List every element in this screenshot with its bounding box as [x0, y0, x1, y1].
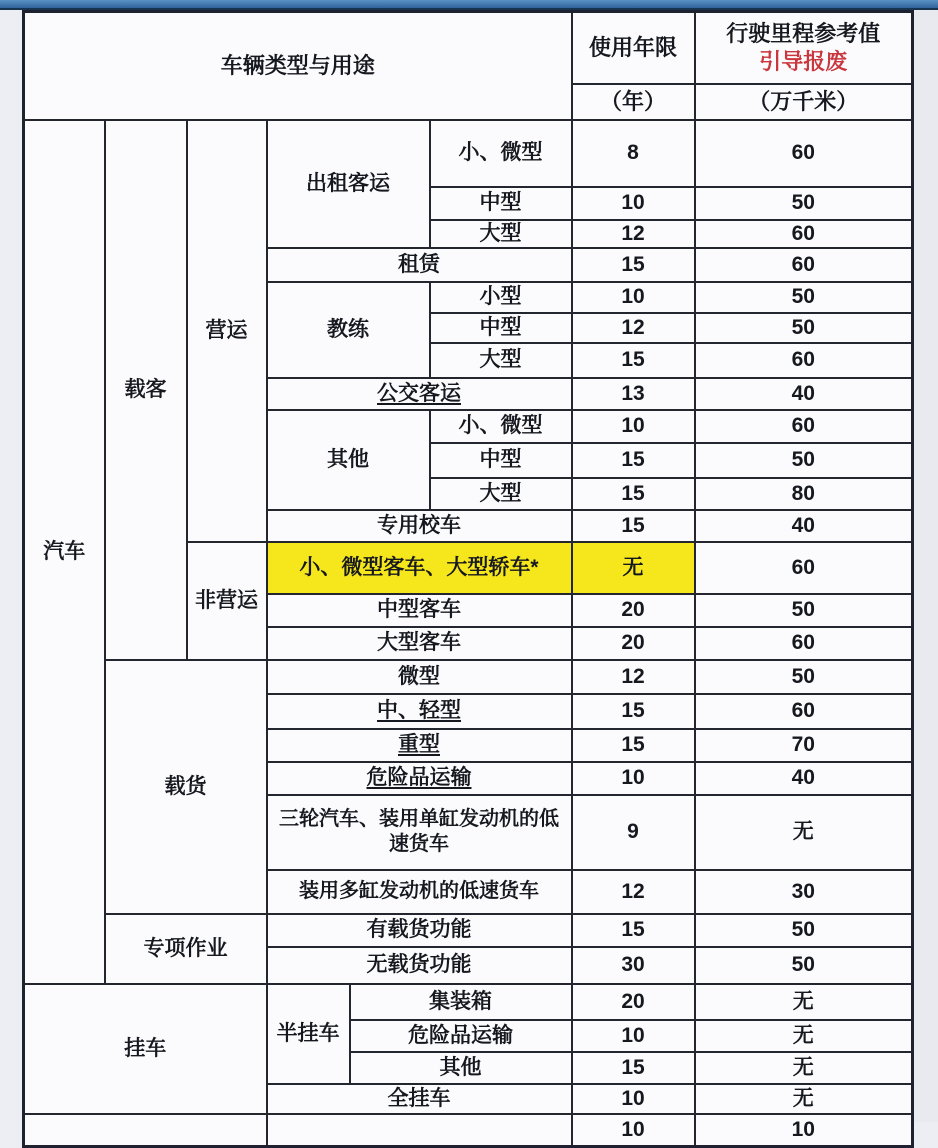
cell-mileage: 50: [695, 443, 913, 478]
cell-mileage: 40: [695, 378, 913, 410]
cell-year: 10: [572, 1084, 695, 1114]
highlighted-label: 小、微型客车、大型轿车*: [267, 542, 572, 594]
cell-year: 15: [572, 1052, 695, 1084]
cell-mileage: 50: [695, 594, 913, 627]
cell-label: 小、微型: [430, 410, 572, 443]
group-car: 汽车: [24, 120, 105, 984]
cell-mileage: 无: [695, 984, 913, 1020]
header-mileage-unit: （万千米）: [695, 84, 913, 120]
cell-year: 13: [572, 378, 695, 410]
top-banner: [0, 0, 938, 10]
group-cargo: 载货: [105, 660, 267, 914]
cell-mileage: 60: [695, 343, 913, 378]
partial-row-year-cell: [572, 1114, 695, 1147]
cell-mileage: 50: [695, 187, 913, 220]
cell-year: 10: [572, 282, 695, 313]
cell-mileage: 60: [695, 120, 913, 187]
cell-year: 12: [572, 870, 695, 914]
partial-row-group-cell: [24, 1114, 267, 1147]
heavy-label: 重型: [398, 733, 440, 757]
scrap-standard-table: [22, 10, 914, 1148]
cell-mileage: 60: [695, 248, 913, 282]
cell-year: 15: [572, 510, 695, 542]
cell-label: 无载货功能: [267, 947, 572, 984]
cell-label: 其他: [350, 1052, 572, 1084]
cell-year: 15: [572, 443, 695, 478]
cell-year: 15: [572, 478, 695, 510]
partial-row-label: [25, 1115, 266, 1145]
group-semi-trailer: 半挂车: [267, 984, 350, 1084]
cell-label: [267, 762, 572, 795]
cell-label: 中型: [430, 313, 572, 343]
cell-label: 全挂车: [267, 1084, 572, 1114]
group-coach: 教练: [267, 282, 430, 378]
cell-year: 10: [572, 762, 695, 795]
cell-year: 9: [572, 795, 695, 870]
cell-label: 大型: [430, 343, 572, 378]
cell-mileage: 无: [695, 1084, 913, 1114]
cell-year: 8: [572, 120, 695, 187]
cell-year: 15: [572, 914, 695, 947]
group-passenger: 载客: [105, 120, 187, 660]
cell-year: 20: [572, 984, 695, 1020]
group-trailer: 挂车: [24, 984, 267, 1114]
group-other: 其他: [267, 410, 430, 510]
cell-mileage: 50: [695, 914, 913, 947]
hazmat-cargo-label: 危险品运输: [366, 766, 472, 790]
header-vehicle-type: 车辆类型与用途: [24, 12, 572, 120]
cell-mileage: 无: [695, 795, 913, 870]
header-mileage: [695, 12, 913, 84]
cell-mileage: 40: [695, 510, 913, 542]
cell-year: 20: [572, 594, 695, 627]
cell-label: 中型客车: [267, 594, 572, 627]
bus-transit-label: 公交客运: [377, 381, 461, 405]
cell-mileage: 30: [695, 870, 913, 914]
cell-year: 20: [572, 627, 695, 660]
cell-label: [267, 378, 572, 410]
cell-label: 租赁: [267, 248, 572, 282]
cell-mileage: 60: [695, 542, 913, 594]
page-right-margin: [913, 10, 938, 1122]
cell-label: [267, 694, 572, 729]
cell-mileage: 40: [695, 762, 913, 795]
cell-label: [267, 729, 572, 762]
cell-label: 专用校车: [267, 510, 572, 542]
cell-label: 装用多缸发动机的低速货车: [267, 870, 572, 914]
group-special-ops: 专项作业: [105, 914, 267, 984]
cell-mileage: 60: [695, 694, 913, 729]
cell-label: 小、微型: [430, 120, 572, 187]
vehicle-scrap-table: [22, 10, 914, 1148]
cell-year: 15: [572, 343, 695, 378]
header-mileage-line2: 引导报废: [759, 48, 848, 74]
cell-year: 10: [572, 1020, 695, 1052]
cell-mileage: 70: [695, 729, 913, 762]
mid-light-label: 中、轻型: [377, 699, 461, 723]
cell-year: 12: [572, 313, 695, 343]
cell-label: 危险品运输: [350, 1020, 572, 1052]
highlighted-year: 无: [572, 542, 695, 594]
cell-label: 三轮汽车、装用单缸发动机的低速货车: [267, 795, 572, 870]
cell-mileage: 60: [695, 627, 913, 660]
cell-label: 中型: [430, 187, 572, 220]
cell-mileage: 50: [695, 660, 913, 694]
group-noncommercial: 非营运: [187, 542, 267, 660]
cell-mileage: 无: [695, 1052, 913, 1084]
partial-row-mileage: 10: [791, 1117, 815, 1141]
cell-label: 小型: [430, 282, 572, 313]
cell-year: 10: [572, 410, 695, 443]
cell-year: 15: [572, 729, 695, 762]
cell-mileage: 50: [695, 947, 913, 984]
cell-year: 15: [572, 248, 695, 282]
cell-year: 12: [572, 660, 695, 694]
cell-mileage: 60: [695, 220, 913, 248]
group-taxi: 出租客运: [267, 120, 430, 248]
partial-row-year: 10: [621, 1117, 645, 1141]
cell-label: 大型: [430, 478, 572, 510]
cell-mileage: 50: [695, 313, 913, 343]
group-commercial: 营运: [187, 120, 267, 542]
cell-mileage: 60: [695, 410, 913, 443]
partial-row-label2: [268, 1115, 571, 1145]
cell-label: 有载货功能: [267, 914, 572, 947]
partial-row-mileage-cell: [695, 1114, 913, 1147]
cell-mileage: 无: [695, 1020, 913, 1052]
cell-label: 中型: [430, 443, 572, 478]
cell-year: 30: [572, 947, 695, 984]
cell-label: 集装箱: [350, 984, 572, 1020]
cell-label: 大型客车: [267, 627, 572, 660]
partial-row-label-cell: [267, 1114, 572, 1147]
cell-label: 大型: [430, 220, 572, 248]
cell-mileage: 50: [695, 282, 913, 313]
cell-year: 15: [572, 694, 695, 729]
header-years-unit: （年）: [572, 84, 695, 120]
cell-mileage: 80: [695, 478, 913, 510]
cell-year: 10: [572, 187, 695, 220]
header-service-years: 使用年限: [572, 12, 695, 84]
cell-label: 微型: [267, 660, 572, 694]
cell-year: 12: [572, 220, 695, 248]
header-mileage-line1: 行驶里程参考值: [726, 21, 881, 47]
